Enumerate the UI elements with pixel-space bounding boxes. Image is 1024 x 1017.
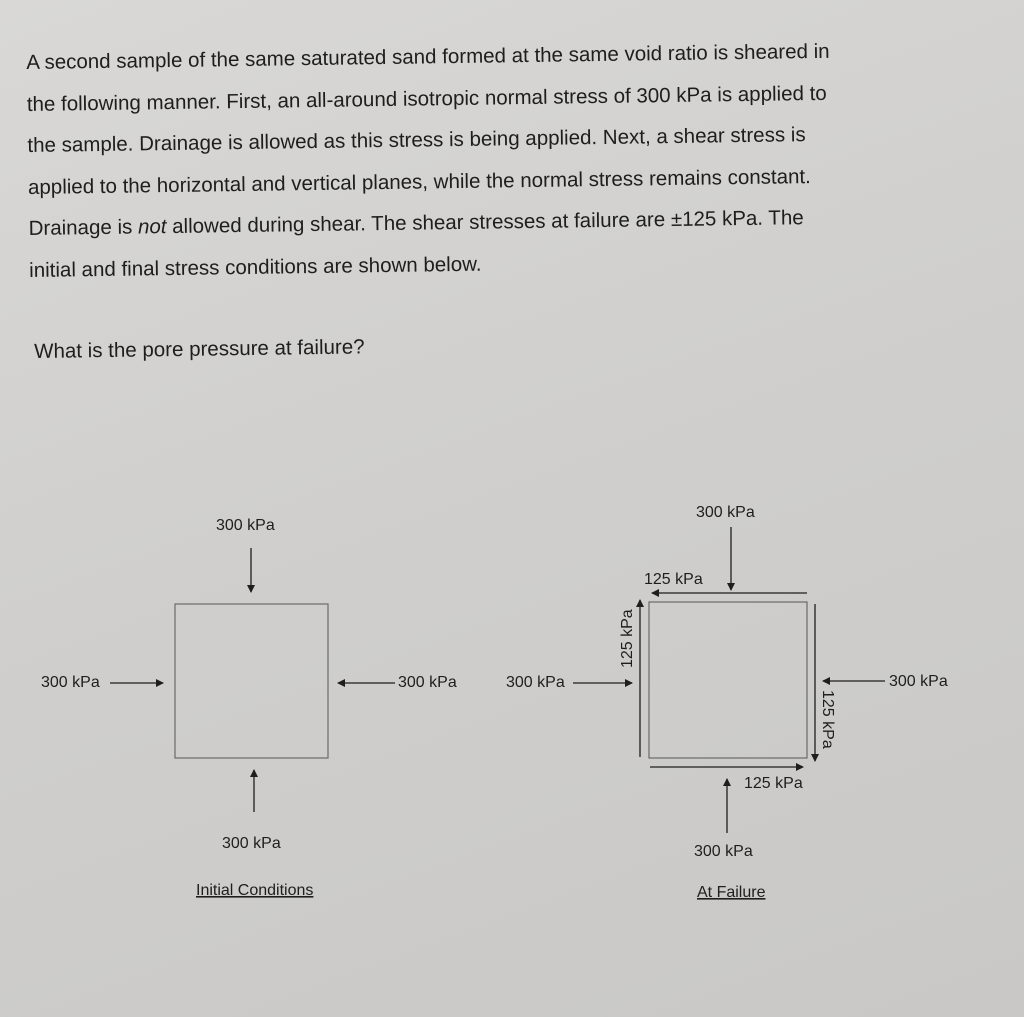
initial-bottom-label: 300 kPa bbox=[222, 835, 281, 852]
failure-right-shear-label: 125 kPa bbox=[819, 690, 836, 749]
not-emphasis: not bbox=[137, 215, 167, 239]
initial-caption: Initial Conditions bbox=[196, 882, 314, 899]
failure-top-shear-label: 125 kPa bbox=[644, 571, 703, 588]
failure-top-normal-label: 300 kPa bbox=[696, 504, 755, 521]
problem-line-2: the following manner. First, an all-around isotropic normal stress of 300 kPa is applied to bbox=[26, 81, 827, 116]
failure-bottom-normal-label: 300 kPa bbox=[694, 843, 753, 860]
problem-line-3: the sample. Drainage is allowed as this stress is being applied. Next, a shear stress is bbox=[27, 123, 806, 157]
failure-bottom-shear-label: 125 kPa bbox=[744, 775, 803, 792]
initial-top-label: 300 kPa bbox=[216, 517, 275, 534]
failure-left-normal-label: 300 kPa bbox=[506, 674, 565, 691]
problem-line-6: initial and final stress conditions are shown below. bbox=[29, 252, 482, 282]
failure-caption: At Failure bbox=[697, 884, 766, 901]
problem-line-4: applied to the horizontal and vertical planes, while the normal stress remains constant. bbox=[27, 164, 811, 199]
at-failure-diagram bbox=[506, 504, 948, 901]
initial-soil-element bbox=[175, 604, 328, 758]
drainage-prefix: Drainage is bbox=[28, 215, 139, 240]
drainage-suffix: allowed during shear. The shear stresses at failure are ±125 kPa. The bbox=[166, 206, 804, 239]
question-text: What is the pore pressure at failure? bbox=[34, 335, 365, 363]
problem-line-1: A second sample of the same saturated sand formed at the same void ratio is sheared in bbox=[26, 39, 830, 74]
failure-right-normal-label: 300 kPa bbox=[889, 673, 948, 690]
initial-left-label: 300 kPa bbox=[41, 674, 100, 691]
initial-conditions-diagram bbox=[41, 517, 457, 899]
failure-soil-element bbox=[649, 602, 807, 758]
failure-left-shear-label: 125 kPa bbox=[619, 609, 636, 668]
initial-right-label: 300 kPa bbox=[398, 674, 457, 691]
